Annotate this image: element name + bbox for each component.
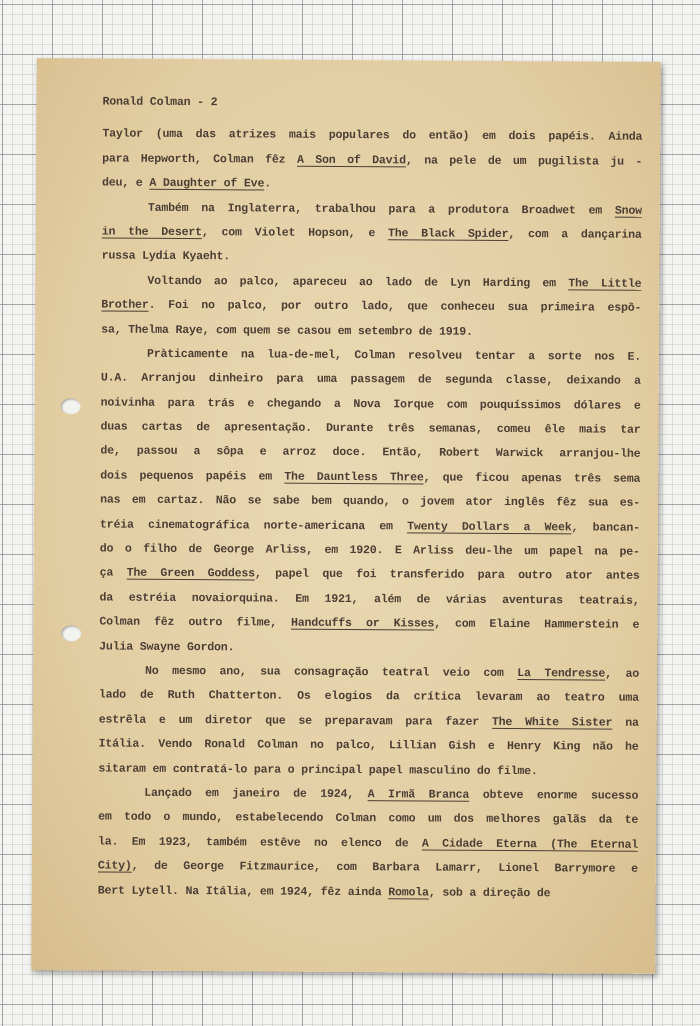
text-line bbox=[100, 513, 640, 541]
page-header: Ronald Colman - 2 bbox=[102, 95, 218, 110]
underlined-title: La Tendresse bbox=[517, 667, 606, 681]
text-run: , de George Fitzmaurice, com Barbara Lamarr, Lionel Barrymore e bbox=[131, 859, 638, 876]
text-line bbox=[100, 416, 640, 444]
underlined-title: The White Sister bbox=[491, 715, 613, 730]
text-line bbox=[98, 855, 638, 883]
underlined-title: The Black Spider bbox=[387, 227, 509, 241]
text-line bbox=[98, 806, 638, 834]
typewritten-text bbox=[98, 91, 643, 907]
text-run: tréia cinematográfica norte-americana em bbox=[99, 518, 408, 534]
text-line bbox=[102, 245, 642, 273]
text-run: . bbox=[264, 177, 272, 191]
underlined-title: A Son of David bbox=[296, 153, 406, 168]
text-line bbox=[100, 464, 640, 492]
text-run: deu, e bbox=[101, 176, 150, 190]
text-run: Taylor (uma das atrizes mais populares do então) em dois papéis. Ainda bbox=[102, 127, 643, 145]
text-line bbox=[102, 220, 642, 248]
text-run: , sob a direção de bbox=[428, 886, 551, 900]
text-line bbox=[98, 781, 638, 809]
text-run: sitaram em contratá-lo para o principal papel masculino do filme. bbox=[98, 762, 538, 778]
text-line bbox=[100, 538, 640, 566]
text-run: obteve enorme sucesso bbox=[469, 788, 639, 803]
text-line bbox=[101, 342, 641, 370]
text-line bbox=[100, 562, 640, 590]
underlined-title: A Irmã Branca bbox=[367, 788, 470, 802]
text-line bbox=[99, 611, 639, 639]
underlined-title: The Green Goddess bbox=[126, 567, 255, 581]
text-run: . Foi no palco, por outro lado, que conheceu sua primeira espô- bbox=[148, 298, 642, 315]
text-line bbox=[101, 391, 641, 419]
underlined-title: Romola bbox=[388, 885, 429, 900]
text-line bbox=[99, 635, 639, 663]
text-line bbox=[100, 440, 640, 468]
text-line bbox=[100, 489, 640, 517]
text-run: lado de Ruth Chatterton. Os elogios da crítica levaram ao teatro uma bbox=[98, 688, 639, 706]
underlined-title: The Dauntless Three bbox=[284, 470, 424, 485]
text-run: , na pele de um pugilista ju - bbox=[405, 154, 643, 169]
text-line bbox=[101, 367, 641, 395]
text-run: , com Violet Hopson, e bbox=[201, 226, 389, 241]
text-run: Também na Inglaterra, trabalhou para a produtora Broadwet em bbox=[147, 201, 615, 218]
text-run: , ao bbox=[605, 667, 640, 681]
underlined-title: in the Desert bbox=[101, 225, 202, 240]
text-run: noivinha para trás e chegando a Nova Iorque com pouquíssimos dólares e bbox=[100, 396, 641, 413]
text-run: Bert Lytell. Na Itália, em 1924, fêz ainda bbox=[97, 883, 389, 899]
text-line bbox=[98, 879, 638, 907]
underlined-title: City) bbox=[97, 859, 132, 873]
text-line bbox=[102, 123, 642, 151]
text-run: em todo o mundo, estabelecendo Colman como um dos melhores galãs da te bbox=[98, 810, 639, 828]
punch-hole-top bbox=[61, 398, 81, 414]
text-line bbox=[99, 733, 639, 761]
text-run: la. Em 1923, também estêve no elenco de bbox=[97, 835, 422, 851]
underlined-title: A Daughter of Eve bbox=[149, 176, 265, 191]
text-line bbox=[98, 830, 638, 858]
text-line bbox=[99, 586, 639, 614]
underlined-title: Twenty Dollars a Week bbox=[407, 520, 572, 535]
document-page bbox=[31, 58, 661, 974]
text-run: Lançado em janeiro de 1924, bbox=[144, 786, 368, 802]
underlined-title: The Little bbox=[568, 277, 642, 291]
text-run: No mesmo ano, sua consagração teatral veio com bbox=[145, 664, 518, 681]
text-run: russa Lydia Kyaeht. bbox=[101, 249, 231, 264]
text-run: U.A. Arranjou dinheiro para uma passagem de segunda classe, deixando a bbox=[100, 371, 641, 389]
text-line bbox=[99, 708, 639, 736]
text-run: Voltando ao palco, apareceu ao lado de Lyn Harding em bbox=[147, 274, 569, 291]
text-run: nas em cartaz. Não se sabe bem quando, o jovem ator inglês fêz sua es- bbox=[100, 493, 641, 511]
text-run: duas cartas de apresentação. Durante três semanas, comeu êle mais tar bbox=[100, 420, 641, 437]
text-run: dois pequenos papéis em bbox=[100, 469, 285, 484]
body-text bbox=[98, 123, 643, 907]
text-run: , com a dançarina bbox=[508, 227, 642, 242]
text-line bbox=[102, 172, 642, 200]
underlined-title: Brother bbox=[101, 298, 149, 312]
text-line bbox=[99, 684, 639, 712]
text-line bbox=[98, 757, 638, 785]
text-run: Colman fêz outro filme, bbox=[99, 615, 292, 630]
text-run: sa, Thelma Raye, com quem se casou em setembro de 1919. bbox=[101, 323, 473, 339]
text-run: na bbox=[612, 716, 639, 730]
text-run: de, passou a sôpa e arroz doce. Então, Robert Warwick arranjou-lhe bbox=[100, 444, 641, 462]
text-line bbox=[101, 294, 641, 322]
text-line bbox=[102, 196, 642, 224]
text-run: , bancan- bbox=[571, 521, 640, 535]
text-line bbox=[102, 147, 642, 175]
text-run: Itália. Vendo Ronald Colman no palco, Lillian Gish e Henry King não he bbox=[98, 737, 639, 754]
text-run: ça bbox=[99, 566, 127, 581]
underlined-title: Handcuffs or Kisses bbox=[290, 616, 435, 631]
underlined-title: Snow bbox=[614, 204, 642, 218]
text-run: para Hepworth, Colman fêz bbox=[102, 152, 298, 167]
text-run: , com Elaine Hammerstein e bbox=[434, 617, 640, 632]
text-run: estrêla e um diretor que se preparavam para fazer bbox=[98, 713, 492, 729]
text-line bbox=[99, 659, 639, 687]
text-line bbox=[101, 269, 641, 297]
text-run: do o filho de George Arliss, em 1920. E Arliss deu-lhe um papel na pe- bbox=[99, 542, 640, 559]
underlined-title: A Cidade Eterna (The Eternal bbox=[421, 837, 639, 852]
text-run: Julia Swayne Gordon. bbox=[99, 640, 235, 654]
text-run: da estréia novaiorquina. Em 1921, além de várias aventuras teatrais, bbox=[99, 591, 640, 608]
text-run: , papel que foi transferido para outro ator antes bbox=[254, 567, 640, 584]
text-line bbox=[101, 318, 641, 346]
punch-hole-bottom bbox=[61, 625, 81, 641]
text-run: Pràticamente na lua-de-mel, Colman resolveu tentar a sorte nos E. bbox=[146, 347, 642, 364]
text-run: , que ficou apenas três sema bbox=[423, 471, 641, 486]
